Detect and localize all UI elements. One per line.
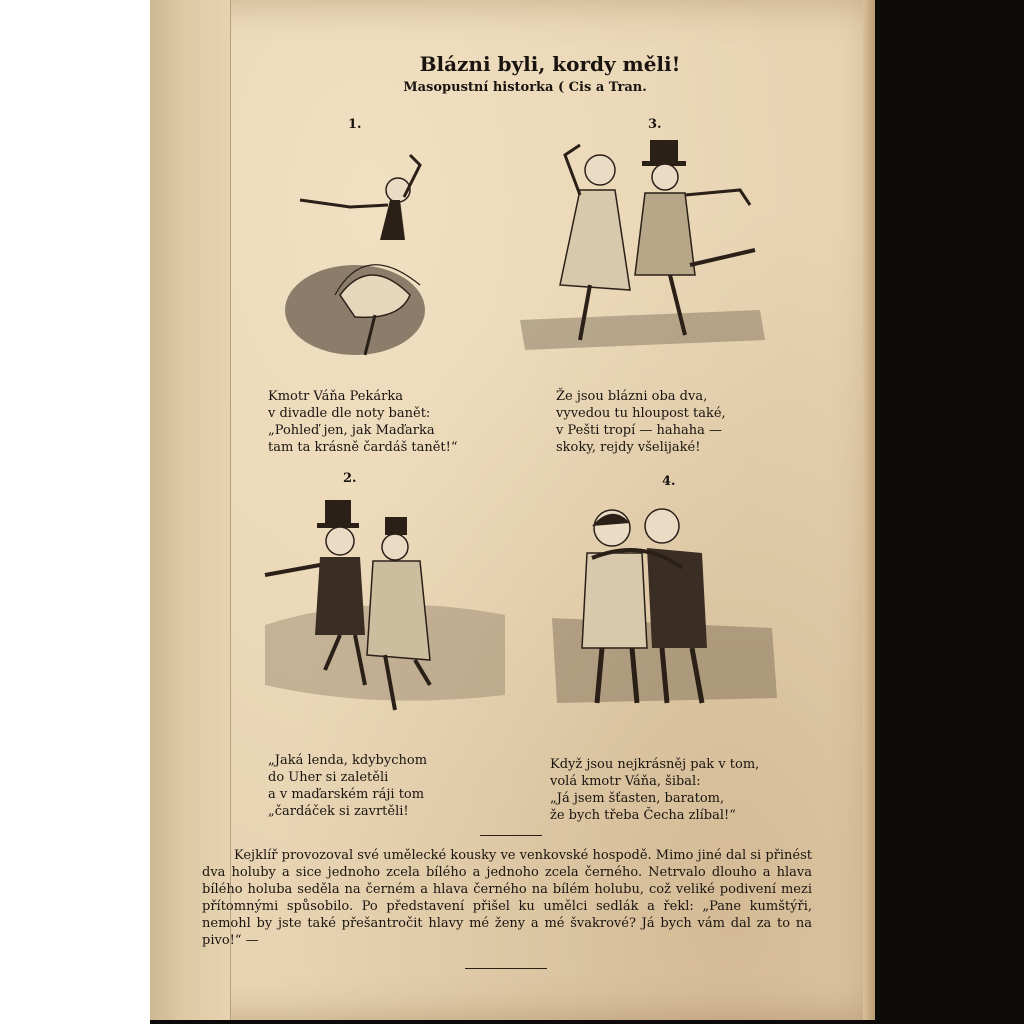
panel-3-number: 3. — [648, 117, 662, 132]
panel-1-verse — [268, 388, 458, 456]
panel-4-verse — [550, 756, 759, 824]
dancer-illustration — [280, 145, 450, 360]
verse-line: „Pohleď jen, jak Maďarka — [268, 423, 435, 438]
verse-line: do Uher si zaletěli — [268, 770, 389, 785]
left-margin — [0, 0, 150, 1024]
verse-line: že bych třeba Čecha zlíbal!“ — [550, 808, 736, 823]
anecdote-paragraph: Kejklíř provozoval své umělecké kousky ve venkovské hospodě. Mimo jiné dal si přinést dva holuby a sice jednoho zcela bílého a jednoho zcela černého. Netrvalo dlouho a hlava bílého holuba seděla na černém a hlava černého na bílém holubu, což veliké podivení mezi přítomnými spůsobilo. Po představení přišel ku umělci sedlák a řekl: „Pane kumštýři, nemohl by jste také přešantročit hlavy mé ženy a mé švakrové? Já bych vám dal za to na pivo!“ — — [202, 848, 812, 948]
panel-3-verse — [556, 388, 726, 456]
verse-line: tam ta krásně čardáš tanět!“ — [268, 440, 458, 455]
panel-2-number: 2. — [343, 471, 357, 486]
two-men-flying-illustration — [255, 495, 515, 720]
verse-line: Kmotr Váňa Pekárka — [268, 389, 403, 404]
panel-4-number: 4. — [662, 474, 676, 489]
panel-2-verse — [268, 752, 427, 820]
verse-line: Že jsou blázni oba dva, — [556, 389, 708, 404]
scanned-page — [150, 0, 875, 1020]
two-men-dancing-illustration — [520, 135, 770, 360]
verse-line: „Já jsem šťasten, baratom, — [550, 791, 725, 806]
verse-line: „čardáček si zavrtěli! — [268, 804, 409, 819]
verse-line: vyvedou tu hloupost také, — [556, 406, 726, 421]
panel-1-number: 1. — [348, 117, 362, 132]
verse-line: v Pešti tropí — hahaha — — [556, 423, 723, 438]
end-rule — [465, 968, 547, 969]
separator-rule — [480, 835, 542, 836]
verse-line: v divadle dle noty banět: — [268, 406, 431, 421]
verse-line: „Jaká lenda, kdybychom — [268, 753, 428, 768]
verse-line: volá kmotr Váňa, šibal: — [550, 774, 701, 789]
two-men-kissing-illustration — [552, 498, 777, 713]
page-right-edge — [863, 0, 875, 1020]
page-subtitle: Masopustní historka ( Cis a Tran. — [403, 80, 647, 95]
verse-line: a v maďarském ráji tom — [268, 787, 425, 802]
page-title: Blázni byli, kordy měli! — [419, 52, 681, 76]
verse-line: skoky, rejdy všelijaké! — [556, 440, 701, 455]
verse-line: Když jsou nejkrásněj pak v tom, — [550, 757, 760, 772]
